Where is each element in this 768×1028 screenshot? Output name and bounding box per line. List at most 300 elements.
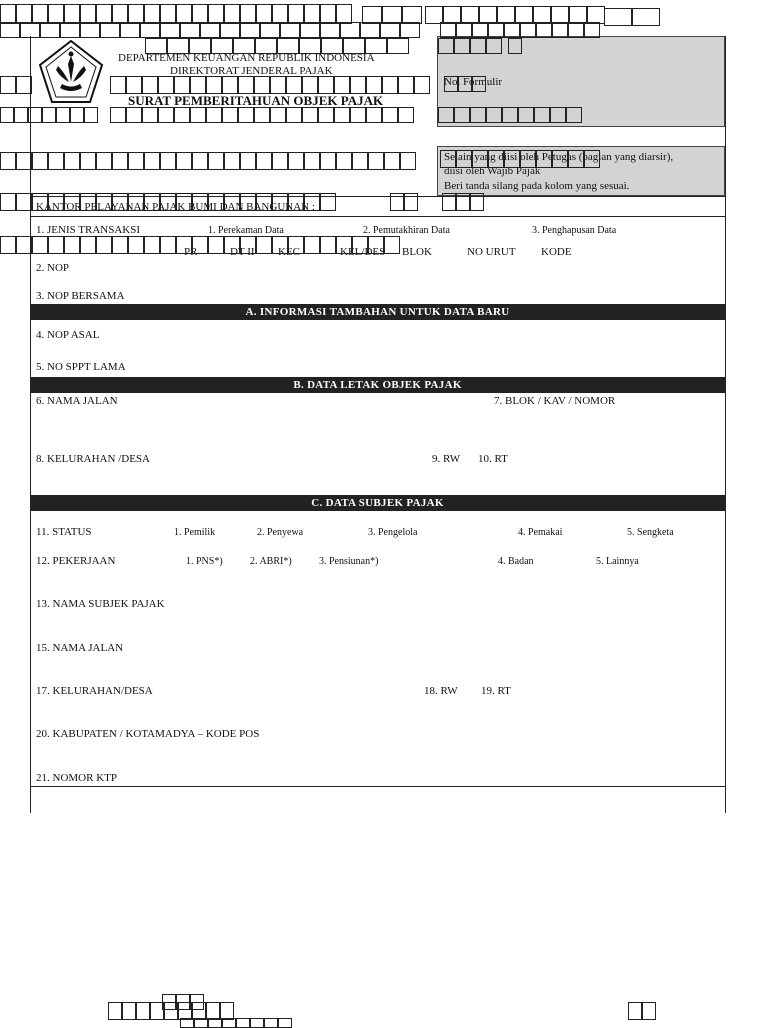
digit-cell[interactable] xyxy=(470,193,484,211)
digit-cell[interactable] xyxy=(100,22,120,38)
digit-cell[interactable] xyxy=(32,193,48,211)
form-title: SURAT PEMBERITAHUAN OBJEK PAJAK xyxy=(128,93,384,108)
digit-cell[interactable] xyxy=(280,22,300,38)
digit-cell[interactable] xyxy=(456,150,472,168)
digit-cell[interactable] xyxy=(128,152,144,170)
digit-cell[interactable] xyxy=(222,107,238,123)
digit-cell[interactable] xyxy=(320,22,340,38)
form-right-border xyxy=(725,36,726,813)
digit-cell[interactable] xyxy=(240,193,256,211)
digit-cell[interactable] xyxy=(48,4,64,24)
digit-cell[interactable] xyxy=(48,193,64,211)
digit-cell[interactable] xyxy=(220,22,240,38)
digit-cell[interactable] xyxy=(366,107,382,123)
box-row-5 xyxy=(0,107,98,123)
digit-cell[interactable] xyxy=(488,150,504,168)
nop-header-pr: PR xyxy=(184,246,198,258)
digit-cell[interactable] xyxy=(0,22,20,38)
digit-cell[interactable] xyxy=(604,8,632,26)
digit-cell[interactable] xyxy=(176,193,192,211)
transaction-option-update[interactable]: 2. Pemutakhiran Data xyxy=(363,225,450,236)
digit-cell[interactable] xyxy=(60,22,80,38)
digit-cell[interactable] xyxy=(250,1018,264,1028)
digit-cell[interactable] xyxy=(340,22,360,38)
digit-cell[interactable] xyxy=(260,22,280,38)
nop-digit-cell[interactable] xyxy=(384,236,400,254)
digit-cell[interactable] xyxy=(299,38,321,54)
box-row-top xyxy=(0,4,352,24)
box-row-4b xyxy=(110,76,398,94)
box-row-4d xyxy=(444,76,486,92)
bottom-box-row-d xyxy=(628,1002,656,1020)
digit-cell[interactable] xyxy=(224,4,240,24)
digit-cell[interactable] xyxy=(190,994,204,1010)
digit-cell[interactable] xyxy=(398,76,414,94)
digit-cell[interactable] xyxy=(458,76,472,92)
digit-cell[interactable] xyxy=(80,4,96,24)
digit-cell[interactable] xyxy=(470,107,486,123)
digit-cell[interactable] xyxy=(318,76,334,94)
pekerjaan-label: 12. PEKERJAAN xyxy=(36,555,116,567)
rule xyxy=(30,216,725,217)
box-row-6 xyxy=(0,152,416,170)
department-name: DEPARTEMEN KEUANGAN REPUBLIK INDONESIA xyxy=(118,52,375,64)
digit-cell[interactable] xyxy=(302,107,318,123)
digit-cell[interactable] xyxy=(20,22,40,38)
digit-cell[interactable] xyxy=(16,4,32,24)
nop-digit-cell[interactable] xyxy=(0,236,16,254)
digit-cell[interactable] xyxy=(350,76,366,94)
digit-cell[interactable] xyxy=(222,1018,236,1028)
digit-cell[interactable] xyxy=(240,4,256,24)
digit-cell[interactable] xyxy=(384,152,400,170)
digit-cell[interactable] xyxy=(304,4,320,24)
digit-cell[interactable] xyxy=(438,38,454,54)
digit-cell[interactable] xyxy=(108,1002,122,1020)
section-a-header: A. INFORMASI TAMBAHAN UNTUK DATA BARU xyxy=(30,304,725,320)
digit-cell[interactable] xyxy=(255,38,277,54)
digit-cell[interactable] xyxy=(288,152,304,170)
digit-cell[interactable] xyxy=(504,22,520,38)
rt-label: 10. RT xyxy=(478,453,508,465)
digit-cell[interactable] xyxy=(472,150,488,168)
nop-header-urut: NO URUT xyxy=(467,246,516,258)
digit-cell[interactable] xyxy=(288,4,304,24)
nama-jalan-label: 6. NAMA JALAN xyxy=(36,395,118,407)
digit-cell[interactable] xyxy=(128,4,144,24)
digit-cell[interactable] xyxy=(288,193,304,211)
box-row-3-right xyxy=(438,38,502,54)
digit-cell[interactable] xyxy=(440,22,456,38)
digit-cell[interactable] xyxy=(277,38,299,54)
status-label: 11. STATUS xyxy=(36,526,92,538)
digit-cell[interactable] xyxy=(508,38,522,54)
digit-cell[interactable] xyxy=(0,107,14,123)
digit-cell[interactable] xyxy=(80,193,96,211)
digit-cell[interactable] xyxy=(110,107,126,123)
digit-cell[interactable] xyxy=(174,76,190,94)
transaction-option-record[interactable]: 1. Perekaman Data xyxy=(208,225,284,236)
box-row-top-end xyxy=(604,8,660,26)
digit-cell[interactable] xyxy=(368,152,384,170)
digit-cell[interactable] xyxy=(520,150,536,168)
digit-cell[interactable] xyxy=(160,152,176,170)
digit-cell[interactable] xyxy=(320,152,336,170)
digit-cell[interactable] xyxy=(320,193,336,211)
digit-cell[interactable] xyxy=(270,76,286,94)
box-row-3 xyxy=(145,38,409,54)
digit-cell[interactable] xyxy=(550,107,566,123)
box-row-7b xyxy=(390,193,418,211)
digit-cell[interactable] xyxy=(400,22,420,38)
directorate-name: DIREKTORAT JENDERAL PAJAK xyxy=(170,65,333,77)
digit-cell[interactable] xyxy=(176,152,192,170)
box-row-6b xyxy=(440,150,600,168)
digit-cell[interactable] xyxy=(454,38,470,54)
digit-cell[interactable] xyxy=(16,193,32,211)
digit-cell[interactable] xyxy=(142,76,158,94)
digit-cell[interactable] xyxy=(211,38,233,54)
digit-cell[interactable] xyxy=(552,150,568,168)
officer-note-3: Beri tanda silang pada kolom yang sesuai. xyxy=(444,180,630,192)
digit-cell[interactable] xyxy=(264,1018,278,1028)
digit-cell[interactable] xyxy=(566,107,582,123)
digit-cell[interactable] xyxy=(180,22,200,38)
digit-cell[interactable] xyxy=(208,193,224,211)
digit-cell[interactable] xyxy=(238,107,254,123)
digit-cell[interactable] xyxy=(96,193,112,211)
digit-cell[interactable] xyxy=(254,76,270,94)
digit-cell[interactable] xyxy=(334,107,350,123)
digit-cell[interactable] xyxy=(336,152,352,170)
nop-bersama-label: 3. NOP BERSAMA xyxy=(36,290,125,302)
digit-cell[interactable] xyxy=(112,152,128,170)
nop-digit-cell[interactable] xyxy=(80,236,96,254)
nop-header-blok: BLOK xyxy=(402,246,432,258)
digit-cell[interactable] xyxy=(304,193,320,211)
ktp-label: 21. NOMOR KTP xyxy=(36,772,117,784)
digit-cell[interactable] xyxy=(302,76,318,94)
digit-cell[interactable] xyxy=(304,152,320,170)
digit-cell[interactable] xyxy=(642,1002,656,1020)
nop-digit-cell[interactable] xyxy=(16,236,32,254)
digit-cell[interactable] xyxy=(236,1018,250,1028)
nop-digit-cell[interactable] xyxy=(240,236,256,254)
digit-cell[interactable] xyxy=(400,152,416,170)
box-row-5c xyxy=(438,107,582,123)
rt-subjek-label: 19. RT xyxy=(481,685,511,697)
digit-cell[interactable] xyxy=(320,4,336,24)
digit-cell[interactable] xyxy=(192,193,208,211)
digit-cell[interactable] xyxy=(470,38,486,54)
nop-digit-cell[interactable] xyxy=(224,236,240,254)
digit-cell[interactable] xyxy=(144,193,160,211)
digit-cell[interactable] xyxy=(398,107,414,123)
digit-cell[interactable] xyxy=(0,4,16,24)
status-option[interactable]: 5. Sengketa xyxy=(627,527,674,538)
digit-cell[interactable] xyxy=(454,107,470,123)
digit-cell[interactable] xyxy=(140,22,160,38)
kelurahan-label: 8. KELURAHAN /DESA xyxy=(36,453,150,465)
nop-digit-cell[interactable] xyxy=(128,236,144,254)
digit-cell[interactable] xyxy=(504,150,520,168)
nop-digit-cell[interactable] xyxy=(272,236,288,254)
digit-cell[interactable] xyxy=(32,4,48,24)
digit-cell[interactable] xyxy=(206,76,222,94)
digit-cell[interactable] xyxy=(160,193,176,211)
digit-cell[interactable] xyxy=(380,22,400,38)
digit-cell[interactable] xyxy=(158,107,174,123)
digit-cell[interactable] xyxy=(628,1002,642,1020)
digit-cell[interactable] xyxy=(321,38,343,54)
digit-cell[interactable] xyxy=(222,76,238,94)
digit-cell[interactable] xyxy=(40,22,60,38)
digit-cell[interactable] xyxy=(387,38,409,54)
kantor-label: KANTOR PELAYANAN PAJAK BUMI DAN BANGUNAN : xyxy=(36,201,315,213)
nop-digit-cell[interactable] xyxy=(368,236,384,254)
digit-cell[interactable] xyxy=(336,4,352,24)
nama-subjek-label: 13. NAMA SUBJEK PAJAK xyxy=(36,598,165,610)
digit-cell[interactable] xyxy=(568,22,584,38)
section-b-header: B. DATA LETAK OBJEK PAJAK xyxy=(30,377,725,393)
digit-cell[interactable] xyxy=(272,152,288,170)
pekerjaan-option[interactable]: 4. Badan xyxy=(498,556,534,567)
nop-digit-cell[interactable] xyxy=(288,236,304,254)
digit-cell[interactable] xyxy=(16,76,32,94)
digit-cell[interactable] xyxy=(158,76,174,94)
digit-cell[interactable] xyxy=(404,193,418,211)
status-option[interactable]: 1. Pemilik xyxy=(174,527,216,538)
digit-cell[interactable] xyxy=(96,4,112,24)
digit-cell[interactable] xyxy=(14,107,28,123)
nop-header-kode: KODE xyxy=(541,246,572,258)
digit-cell[interactable] xyxy=(189,38,211,54)
digit-cell[interactable] xyxy=(48,152,64,170)
sppt-lama-label: 5. NO SPPT LAMA xyxy=(36,361,126,373)
nop-label: 2. NOP xyxy=(36,262,70,274)
transaction-type-label: 1. JENIS TRANSAKSI xyxy=(36,224,141,236)
digit-cell[interactable] xyxy=(190,76,206,94)
digit-cell[interactable] xyxy=(286,76,302,94)
transaction-option-delete[interactable]: 3. Penghapusan Data xyxy=(532,225,617,236)
digit-cell[interactable] xyxy=(444,76,458,92)
digit-cell[interactable] xyxy=(110,76,126,94)
digit-cell[interactable] xyxy=(80,152,96,170)
digit-cell[interactable] xyxy=(343,38,365,54)
nop-digit-cell[interactable] xyxy=(304,236,320,254)
digit-cell[interactable] xyxy=(64,152,80,170)
digit-cell[interactable] xyxy=(382,107,398,123)
digit-cell[interactable] xyxy=(190,107,206,123)
digit-cell[interactable] xyxy=(120,22,140,38)
digit-cell[interactable] xyxy=(126,107,142,123)
digit-cell[interactable] xyxy=(472,22,488,38)
digit-cell[interactable] xyxy=(360,22,380,38)
digit-cell[interactable] xyxy=(200,22,220,38)
nop-digit-cell[interactable] xyxy=(64,236,80,254)
digit-cell[interactable] xyxy=(365,38,387,54)
digit-cell[interactable] xyxy=(486,107,502,123)
digit-cell[interactable] xyxy=(112,193,128,211)
nop-digit-cell[interactable] xyxy=(160,236,176,254)
nop-digit-cell[interactable] xyxy=(32,236,48,254)
nop-digit-cell[interactable] xyxy=(112,236,128,254)
digit-cell[interactable] xyxy=(162,994,176,1010)
digit-cell[interactable] xyxy=(64,4,80,24)
digit-cell[interactable] xyxy=(438,107,454,123)
digit-cell[interactable] xyxy=(208,1018,222,1028)
digit-cell[interactable] xyxy=(28,107,42,123)
digit-cell[interactable] xyxy=(176,994,190,1010)
digit-cell[interactable] xyxy=(160,4,176,24)
digit-cell[interactable] xyxy=(0,76,16,94)
digit-cell[interactable] xyxy=(70,107,84,123)
nop-digit-cell[interactable] xyxy=(48,236,64,254)
digit-cell[interactable] xyxy=(632,8,660,26)
rw-subjek-label: 18. RW xyxy=(424,685,458,697)
digit-cell[interactable] xyxy=(84,107,98,123)
digit-cell[interactable] xyxy=(584,22,600,38)
digit-cell[interactable] xyxy=(366,76,382,94)
digit-cell[interactable] xyxy=(112,4,128,24)
digit-cell[interactable] xyxy=(536,150,552,168)
box-row-4 xyxy=(0,76,32,94)
nop-digit-cell[interactable] xyxy=(208,236,224,254)
nop-cells-row xyxy=(0,236,400,254)
digit-cell[interactable] xyxy=(350,107,366,123)
digit-cell[interactable] xyxy=(238,76,254,94)
nop-header-dt: DT II xyxy=(230,246,255,258)
digit-cell[interactable] xyxy=(192,4,208,24)
nop-digit-cell[interactable] xyxy=(336,236,352,254)
digit-cell[interactable] xyxy=(278,1018,292,1028)
digit-cell[interactable] xyxy=(167,38,189,54)
nop-digit-cell[interactable] xyxy=(176,236,192,254)
nop-digit-cell[interactable] xyxy=(144,236,160,254)
digit-cell[interactable] xyxy=(552,22,568,38)
digit-cell[interactable] xyxy=(56,107,70,123)
digit-cell[interactable] xyxy=(160,22,180,38)
digit-cell[interactable] xyxy=(270,107,286,123)
digit-cell[interactable] xyxy=(194,1018,208,1028)
box-row-4c xyxy=(398,76,430,94)
digit-cell[interactable] xyxy=(584,150,600,168)
digit-cell[interactable] xyxy=(334,76,350,94)
digit-cell[interactable] xyxy=(534,107,550,123)
digit-cell[interactable] xyxy=(518,107,534,123)
digit-cell[interactable] xyxy=(224,193,240,211)
digit-cell[interactable] xyxy=(208,4,224,24)
nop-digit-cell[interactable] xyxy=(352,236,368,254)
digit-cell[interactable] xyxy=(80,22,100,38)
digit-cell[interactable] xyxy=(136,1002,150,1020)
status-option[interactable]: 4. Pemakai xyxy=(518,527,563,538)
pekerjaan-option[interactable]: 3. Pensiunan*) xyxy=(319,556,379,567)
digit-cell[interactable] xyxy=(0,193,16,211)
digit-cell[interactable] xyxy=(233,38,255,54)
status-option[interactable]: 3. Pengelola xyxy=(368,527,418,538)
box-row-5b xyxy=(110,107,414,123)
digit-cell[interactable] xyxy=(180,1018,194,1028)
digit-cell[interactable] xyxy=(456,22,472,38)
digit-cell[interactable] xyxy=(126,76,142,94)
digit-cell[interactable] xyxy=(240,152,256,170)
digit-cell[interactable] xyxy=(568,150,584,168)
digit-cell[interactable] xyxy=(256,4,272,24)
pekerjaan-option[interactable]: 2. ABRI*) xyxy=(250,556,292,567)
digit-cell[interactable] xyxy=(145,38,167,54)
section-c-header: C. DATA SUBJEK PAJAK xyxy=(30,495,725,511)
digit-cell[interactable] xyxy=(318,107,334,123)
digit-cell[interactable] xyxy=(382,76,398,94)
nop-digit-cell[interactable] xyxy=(192,236,208,254)
pekerjaan-option[interactable]: 1. PNS*) xyxy=(186,556,223,567)
digit-cell[interactable] xyxy=(144,152,160,170)
nop-digit-cell[interactable] xyxy=(256,236,272,254)
digit-cell[interactable] xyxy=(144,4,160,24)
digit-cell[interactable] xyxy=(472,76,486,92)
digit-cell[interactable] xyxy=(96,152,112,170)
digit-cell[interactable] xyxy=(192,152,208,170)
digit-cell[interactable] xyxy=(208,152,224,170)
nama-jalan-subjek-label: 15. NAMA JALAN xyxy=(36,642,124,654)
digit-cell[interactable] xyxy=(442,193,456,211)
digit-cell[interactable] xyxy=(0,152,16,170)
digit-cell[interactable] xyxy=(32,152,48,170)
digit-cell[interactable] xyxy=(520,22,536,38)
status-option[interactable]: 2. Penyewa xyxy=(257,527,304,538)
digit-cell[interactable] xyxy=(224,152,240,170)
digit-cell[interactable] xyxy=(456,193,470,211)
digit-cell[interactable] xyxy=(488,22,504,38)
digit-cell[interactable] xyxy=(122,1002,136,1020)
digit-cell[interactable] xyxy=(256,193,272,211)
digit-cell[interactable] xyxy=(286,107,302,123)
digit-cell[interactable] xyxy=(128,193,144,211)
digit-cell[interactable] xyxy=(142,107,158,123)
digit-cell[interactable] xyxy=(486,38,502,54)
nop-digit-cell[interactable] xyxy=(96,236,112,254)
digit-cell[interactable] xyxy=(206,107,222,123)
digit-cell[interactable] xyxy=(502,107,518,123)
pekerjaan-option[interactable]: 5. Lainnya xyxy=(596,556,639,567)
nop-header-kec: KEC xyxy=(278,246,300,258)
digit-cell[interactable] xyxy=(390,193,404,211)
digit-cell[interactable] xyxy=(64,193,80,211)
bottom-box-row-c xyxy=(180,1018,292,1028)
officer-note-1: Selain yang diisi oleh Petugas (bagian yang diarsir), xyxy=(444,151,674,163)
digit-cell[interactable] xyxy=(272,193,288,211)
digit-cell[interactable] xyxy=(352,152,368,170)
digit-cell[interactable] xyxy=(254,107,270,123)
blok-kav-label: 7. BLOK / KAV / NOMOR xyxy=(494,395,616,407)
digit-cell[interactable] xyxy=(174,107,190,123)
digit-cell[interactable] xyxy=(42,107,56,123)
digit-cell[interactable] xyxy=(256,152,272,170)
digit-cell[interactable] xyxy=(414,76,430,94)
digit-cell[interactable] xyxy=(536,22,552,38)
digit-cell[interactable] xyxy=(272,4,288,24)
digit-cell[interactable] xyxy=(240,22,260,38)
digit-cell[interactable] xyxy=(16,152,32,170)
digit-cell[interactable] xyxy=(176,4,192,24)
digit-cell[interactable] xyxy=(300,22,320,38)
nop-asal-label: 4. NOP ASAL xyxy=(36,329,100,341)
nop-digit-cell[interactable] xyxy=(320,236,336,254)
digit-cell[interactable] xyxy=(440,150,456,168)
rule xyxy=(30,786,725,787)
box-row-7 xyxy=(0,193,336,211)
